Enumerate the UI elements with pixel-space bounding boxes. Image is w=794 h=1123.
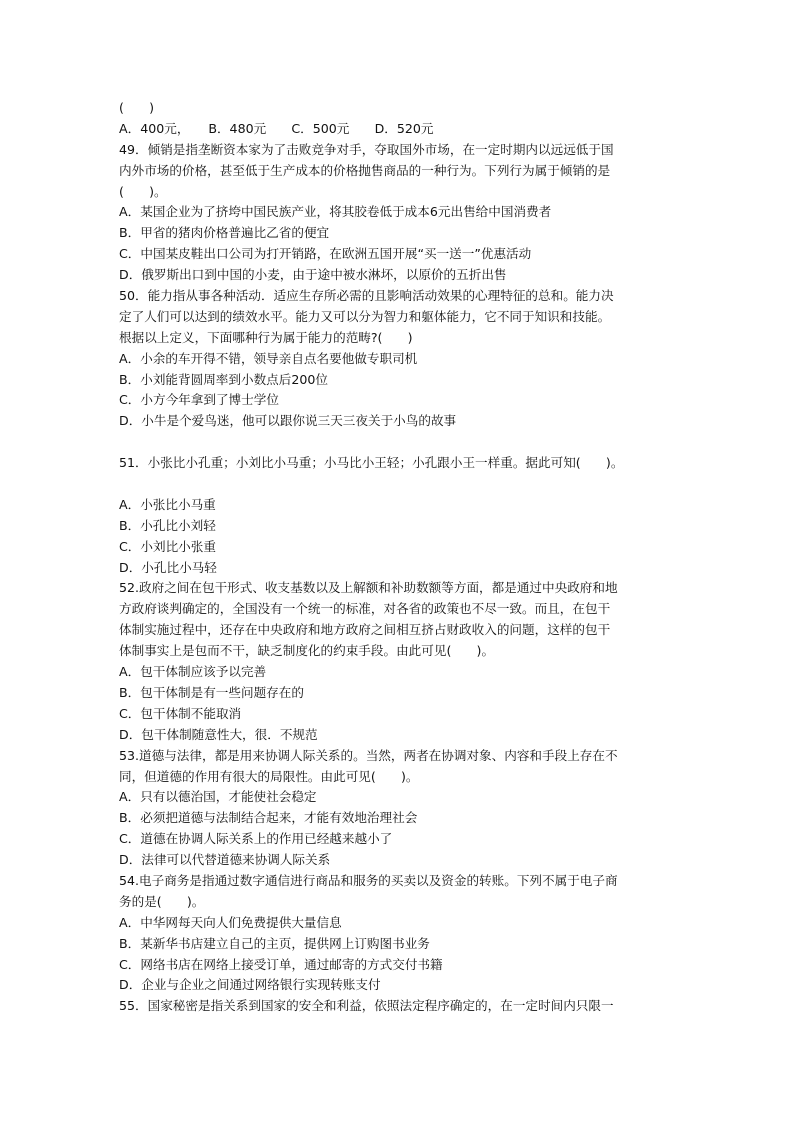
text-line: ( ) (119, 100, 155, 115)
text-line: 体制事实上是包而不干，缺乏制度化的约束手段。由此可见( )。 (119, 643, 495, 659)
text-line: A．只有以德治国，才能使社会稳定 (119, 789, 317, 805)
text-line: C．小刘比小张重 (119, 538, 216, 554)
text-line: 50．能力指从事各种活动．适应生存所必需的且影响活动效果的心理特征的总和。能力决 (119, 288, 614, 304)
text-line: 内外市场的价格，甚至低于生产成本的价格抛售商品的一种行为。下列行为属于倾销的是 (119, 162, 611, 178)
text-line: B．小刘能背圆周率到小数点后200位 (119, 371, 328, 387)
text-line: A．某国企业为了挤垮中国民族产业，将其胶卷低于成本6元出售给中国消费者 (119, 204, 552, 220)
text-line: 同，但道德的作用有很大的局限性。由此可见( )。 (119, 768, 419, 784)
text-line: D．法律可以代替道德来协调人际关系 (119, 852, 331, 868)
text-line: A．小余的车开得不错，领导亲自点名要他做专职司机 (119, 350, 418, 366)
text-line: 方政府谈判确定的，全国没有一个统一的标准，对各省的政策也不尽一致。而且，在包干 (119, 601, 611, 617)
text-line: B．某新华书店建立自己的主页，提供网上订购图书业务 (119, 935, 430, 951)
text-line: 55．国家秘密是指关系到国家的安全和利益，依照法定程序确定的，在一定时间内只限一 (119, 998, 614, 1014)
text-line: D．俄罗斯出口到中国的小麦，由于途中被水淋坏，以原价的五折出售 (119, 267, 507, 283)
document-body (119, 98, 679, 1017)
text-line: A．小张比小马重 (119, 496, 216, 512)
blank-line (119, 474, 679, 495)
text-line: ( )。 (119, 183, 167, 199)
text-line: D．小孔比小马轻 (119, 559, 217, 575)
text-line: C．网络书店在网络上接受订单，通过邮寄的方式交付书籍 (119, 956, 443, 972)
text-line: C．小方今年拿到了博士学位 (119, 392, 279, 408)
text-line: 务的是( )。 (119, 893, 205, 909)
text-line: 54.电子商务是指通过数字通信进行商品和服务的买卖以及资金的转账。下列不属于电子商 (119, 872, 618, 888)
text-line: C．中国某皮鞋出口公司为打开销路，在欧洲五国开展“买一送一”优惠活动 (119, 246, 532, 262)
text-line: 根据以上定义，下面哪种行为属于能力的范畴?( ) (119, 329, 413, 345)
text-line: 52.政府之间在包干形式、收支基数以及上解额和补助数额等方面，都是通过中央政府和地 (119, 580, 618, 596)
text-line: D．小牛是个爱鸟迷，他可以跟你说三天三夜关于小鸟的故事 (119, 413, 457, 429)
text-line: B．小孔比小刘轻 (119, 517, 216, 533)
text-line: D．企业与企业之间通过网络银行实现转账支付 (119, 977, 381, 993)
text-line: B．甲省的猪肉价格普遍比乙省的便宜 (119, 225, 330, 241)
text-line: D．包干体制随意性大，很．不规范 (119, 726, 318, 742)
text-line: A．包干体制应该予以完善 (119, 664, 267, 680)
text-line: B．必须把道德与法制结合起来，才能有效地治理社会 (119, 810, 418, 826)
text-line: 53.道德与法律，都是用来协调人际关系的。当然，两者在协调对象、内容和手段上存在不 (119, 747, 618, 763)
text-line: 定了人们可以达到的绩效水平。能力又可以分为智力和躯体能力，它不同于知识和技能。 (119, 308, 611, 324)
text-line: C．包干体制不能取消 (119, 705, 242, 721)
text-line: C．道德在协调人际关系上的作用已经越来越小了 (119, 831, 393, 847)
text-line: B．包干体制是有一些问题存在的 (119, 684, 304, 700)
text-line: 49．倾销是指垄断资本家为了击败竞争对手，夺取国外市场，在一定时期内以远远低于国 (119, 141, 614, 157)
text-line: 51．小张比小孔重；小刘比小马重；小马比小王轻；小孔跟小王一样重。据此可知( )。 (119, 455, 624, 471)
blank-line (119, 432, 679, 453)
text-line: A．400元， B．480元 C．500元 D．520元 (119, 120, 434, 136)
text-line: 体制实施过程中，还存在中央政府和地方政府之间相互挤占财政收入的问题，这样的包干 (119, 622, 611, 638)
text-line: A．中华网每天向人们免费提供大量信息 (119, 914, 342, 930)
